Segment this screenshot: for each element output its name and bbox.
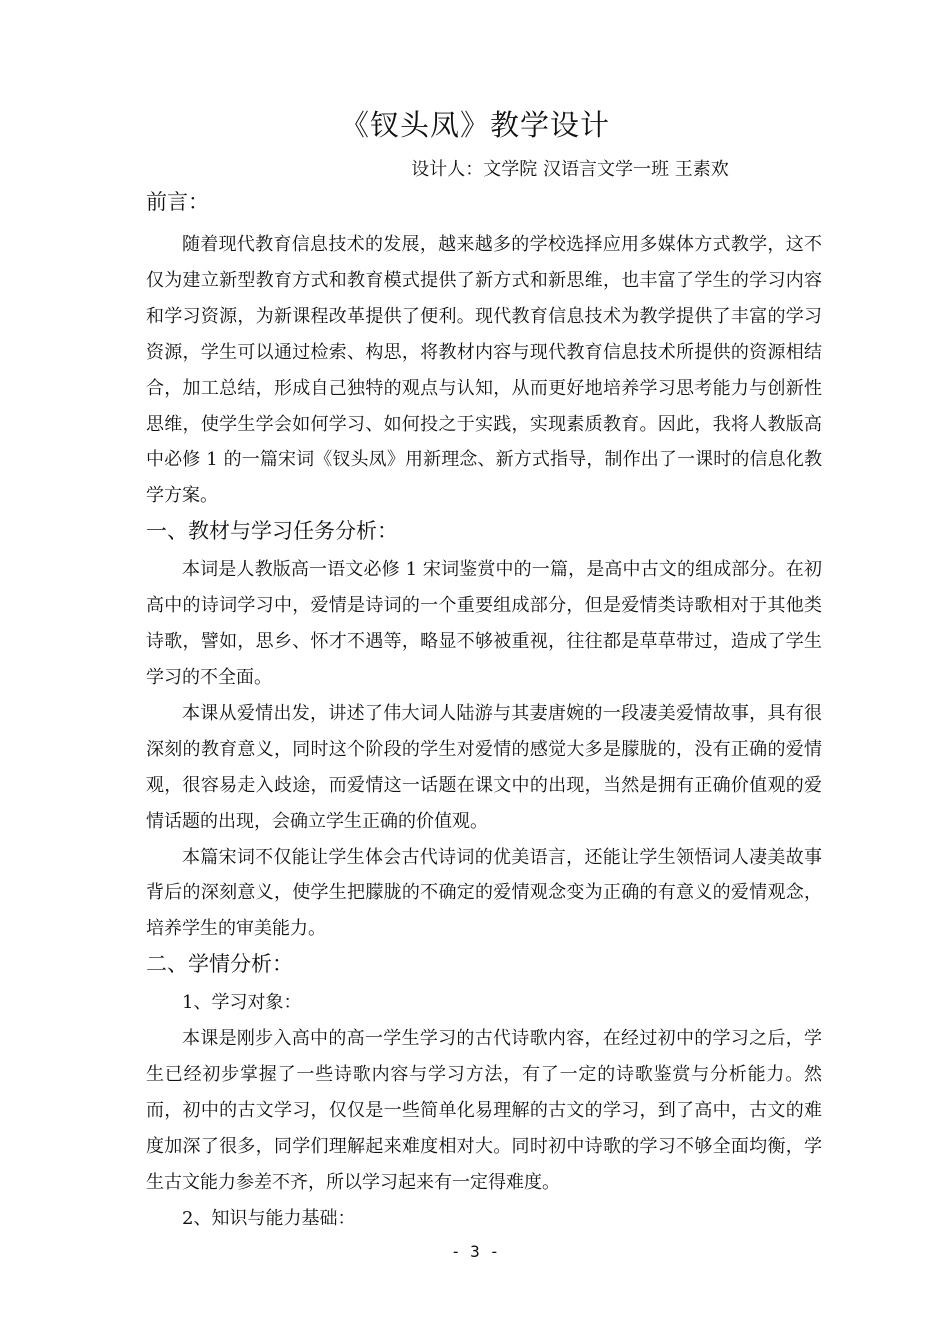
learners-paragraph: 本课是刚步入高中的高一学生学习的古代诗歌内容，在经过初中的学习之后，学生已经初步掌握了一些诗歌内容与学习方法，有了一定的诗歌鉴赏与分析能力。然而，初中的古文学习，仅仅是一些简单化易理解的古文的学习，到了高中，古文的难度加深了很多，同学们理解起来难度相对大。同时初中诗歌的学习不够全面均衡，学生古文能力参差不齐，所以学习起来有一定得难度。 <box>146 1028 822 1193</box>
section-heading-analysis: 一、教材与学习任务分析： <box>146 519 398 544</box>
section-heading-intro: 前言： <box>146 190 209 214</box>
section-heading-learners: 二、学情分析： <box>146 952 293 977</box>
document-title: 《钗头凤》教学设计 <box>339 108 610 142</box>
analysis-paragraph-2: 本课从爱情出发，讲述了伟大词人陆游与其妻唐婉的一段凄美爱情故事，具有很深刻的教育意义，同时这个阶段的学生对爱情的感觉大多是朦胧的，没有正确的爱情观，很容易走入歧途，而爱情这一话题在课文中的出现，当然是拥有正确价值观的爱情话题的出现，会确立学生正确的价值观。 <box>146 702 822 832</box>
page-number: - 3 - <box>450 1242 500 1261</box>
analysis-paragraph-3: 本篇宋词不仅能让学生体会古代诗词的优美语言，还能让学生领悟词人凄美故事背后的深刻意义，使学生把朦胧的不确定的爱情观念变为正确的有意义的爱情观念，培养学生的审美能力。 <box>146 846 822 940</box>
analysis-paragraph-1: 本词是人教版高一语文必修 1 宋词鉴赏中的一篇，是高中古文的组成部分。在初高中的诗词学习中，爱情是诗词的一个重要组成部分，但是爱情类诗歌相对于其他类诗歌，譬如，思乡、怀才不遇等，略显不够被重视，往往都是草草带过，造成了学生学习的不全面。 <box>146 559 822 688</box>
learners-subheading-1: 1、学习对象： <box>182 992 302 1014</box>
intro-paragraph: 随着现代教育信息技术的发展，越来越多的学校选择应用多媒体方式教学，这不仅为建立新型教育方式和教育模式提供了新方式和新思维，也丰富了学生的学习内容和学习资源，为新课程改革提供了便利。现代教育信息技术为教学提供了丰富的学习资源，学生可以通过检索、构思，将教材内容与现代教育信息技术所提供的资源相结合，加工总结，形成自己独特的观点与认知，从而更好地培养学习思考能力与创新性思维，使学生学会如何学习、如何投之于实践，实现素质教育。因此，我将人教版高中必修 1 的一篇宋词《钗头凤》用新理念、新方式指导，制作出了一课时的信息化教学方案。 <box>146 234 822 507</box>
document-author: 设计人：文学院 汉语言文学一班 王素欢 <box>411 159 729 180</box>
document-body <box>146 185 822 1237</box>
learners-subheading-2: 2、知识与能力基础： <box>182 1207 356 1229</box>
